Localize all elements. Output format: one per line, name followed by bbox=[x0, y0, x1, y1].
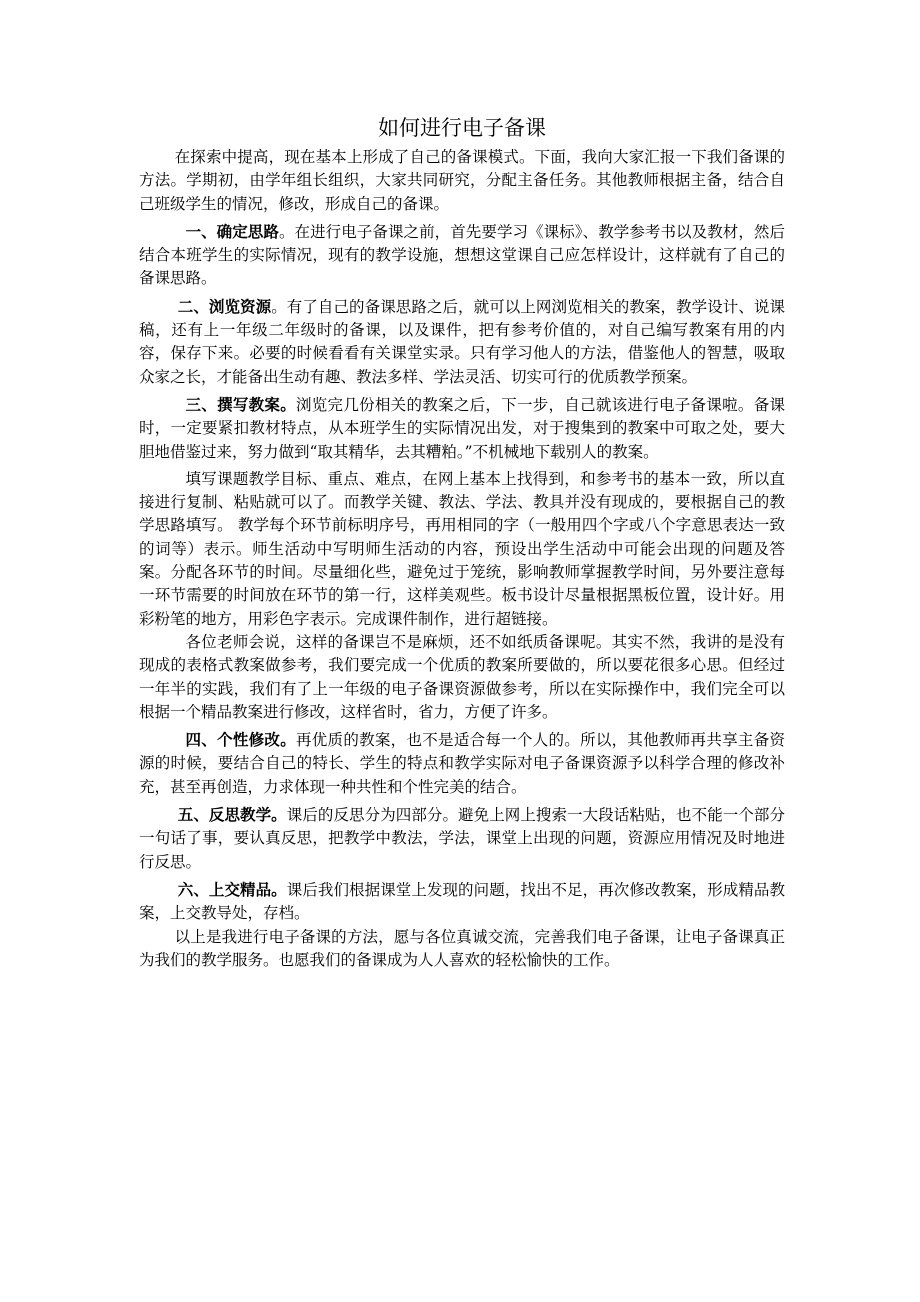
section-heading-3: 三、撰写教案。 bbox=[185, 394, 296, 414]
document-title: 如何进行电子备课 bbox=[378, 116, 546, 140]
paragraph-section-3-note bbox=[139, 631, 785, 724]
paragraph-text: 在探索中提高，现在基本上形成了自己的备课模式。下面，我向大家汇报一下我们备课的方法。学期初，由学年组长组织，大家共同研究，分配主备任务。其他教师根据主备，结合自己班级学生的情况，修改，形成自己的备课。 bbox=[139, 148, 785, 213]
paragraph-section-3-detail bbox=[139, 468, 785, 631]
paragraph-text: 。有了自己的备课思路之后，就可以上网浏览相关的教案，教学设计、说课稿，还有上一年级二年级时的备课，以及课件，把有参考价值的，对自己编写教案有用的内容，保存下来。必要的时候看看有关课堂实录。只有学习他人的方法，借鉴他人的智慧，吸取众家之长，才能备出生动有趣、教法多样、学法灵活、切实可行的优质教学预案。 bbox=[139, 297, 785, 386]
paragraph-section-3 bbox=[139, 393, 785, 464]
paragraph-section-2 bbox=[139, 295, 785, 389]
paragraph-text: 以上是我进行电子备课的方法，愿与各位真诚交流，完善我们电子备课，让电子备课真正为我们的教学服务。也愿我们的备课成为人人喜欢的轻松愉快的工作。 bbox=[139, 927, 785, 969]
paragraph-text: 课后我们根据课堂上发现的问题，找出不足，再次修改教案，形成精品教案，上交教导处，存档。 bbox=[139, 880, 785, 923]
paragraph-text: 。在进行电子备课之前，首先要学习《课标》、教学参考书以及教材，然后结合本班学生的实际情况，现有的教学设施，想想这堂课自己应怎样设计，这样就有了自己的备课思路。 bbox=[139, 222, 785, 288]
document-page bbox=[139, 112, 785, 972]
paragraph-section-5 bbox=[139, 803, 785, 874]
paragraph-section-6 bbox=[139, 878, 785, 926]
section-heading-4: 四、个性修改。 bbox=[185, 730, 296, 750]
section-heading-5: 五、反思教学。 bbox=[177, 805, 287, 825]
paragraph-intro bbox=[139, 146, 785, 216]
section-heading-6: 六、上交精品。 bbox=[177, 879, 287, 899]
section-heading-1: 一、确定思路 bbox=[185, 221, 279, 241]
paragraph-conclusion bbox=[139, 926, 785, 973]
paragraph-section-4 bbox=[139, 728, 785, 799]
paragraph-text: 填写课题教学目标、重点、难点，在网上基本上找得到，和参考书的基本一致，所以直接进行复制、粘贴就可以了。而教学关键、教法、学法、教具并没有现成的，要根据自己的教学思路填写。 教学每个环节前标明序号，再用相同的字（一般用四个字或八个字意思表达一致的词等）表示。师生活动中写明师生活动的内容，预设出学生活动中可能会出现的问题及答案。分配各环节的时间。尽量细化些，避免过于笼统，影响教师掌握教学时间，另外要注意每一环节需要的时间放在环节的第一行，这样美观些。板书设计尽量根据黑板位置，设计好。用彩粉笔的地方，用彩色字表示。完成课件制作，进行超链接。 bbox=[139, 469, 785, 628]
paragraph-text: 浏览完几份相关的教案之后，下一步，自己就该进行电子备课啦。备课时，一定要紧扣教材特点，从本班学生的实际情况出发，对于搜集到的教案中可取之处，要大胆地借鉴过来，努力做到“取其精华，去其糟粕。”不机械地下载别人的教案。 bbox=[139, 395, 785, 461]
paragraph-text: 课后的反思分为四部分。避免上网上搜索一大段话粘贴，也不能一个部分一句话了事，要认真反思，把教学中教法，学法，课堂上出现的问题，资源应用情况及时地进行反思。 bbox=[139, 806, 785, 871]
paragraph-text: 各位老师会说，这样的备课岂不是麻烦，还不如纸质备课呢。其实不然，我讲的是没有现成的表格式教案做参考，我们要完成一个优质的教案所要做的，所以要花很多心思。但经过一年半的实践，我们有了上一年级的电子备课资源做参考，所以在实际操作中，我们完全可以根据一个精品教案进行修改，这样省时，省力，方便了许多。 bbox=[139, 632, 785, 721]
paragraph-section-1 bbox=[139, 220, 785, 291]
paragraph-text: 再优质的教案，也不是适合每一个人的。所以，其他教师再共享主备资源的时候，要结合自己的特长、学生的特点和教学实际对电子备课资源予以科学合理的修改补充，甚至再创造，力求体现一种共性和个性完美的结合。 bbox=[139, 731, 785, 796]
section-heading-2: 二、浏览资源 bbox=[177, 296, 272, 316]
